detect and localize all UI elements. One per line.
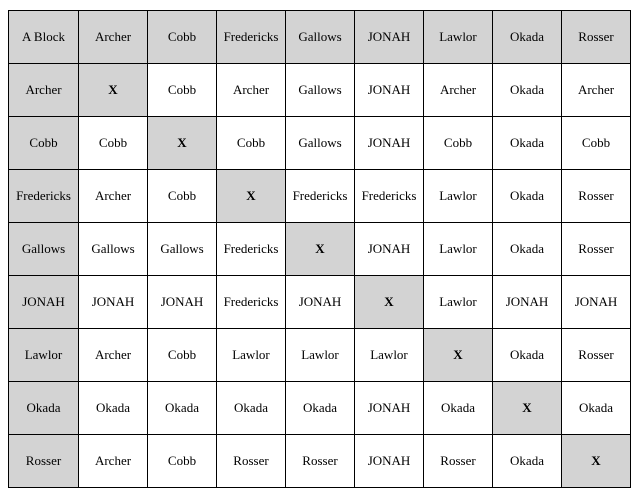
diagonal-x-cell: X [493, 382, 562, 435]
result-cell: Lawlor [355, 329, 424, 382]
row-header-cell: Lawlor [9, 329, 79, 382]
result-cell: Cobb [562, 117, 631, 170]
result-cell: Okada [286, 382, 355, 435]
result-cell: Archer [424, 64, 493, 117]
result-cell: JONAH [79, 276, 148, 329]
result-cell: JONAH [286, 276, 355, 329]
result-cell: Gallows [286, 117, 355, 170]
result-cell: Archer [79, 170, 148, 223]
table-row [9, 382, 631, 435]
table-row [9, 64, 631, 117]
table-row [9, 117, 631, 170]
result-cell: Okada [493, 223, 562, 276]
result-cell: Fredericks [355, 170, 424, 223]
result-cell: Lawlor [424, 170, 493, 223]
table-row [9, 223, 631, 276]
result-cell: Okada [562, 382, 631, 435]
diagonal-x-cell: X [217, 170, 286, 223]
result-cell: Cobb [217, 117, 286, 170]
result-cell: Lawlor [286, 329, 355, 382]
result-cell: Okada [148, 382, 217, 435]
corner-header-cell: A Block [9, 11, 79, 64]
result-cell: Gallows [79, 223, 148, 276]
result-cell: Archer [79, 329, 148, 382]
result-cell: Rosser [562, 329, 631, 382]
diagonal-x-cell: X [79, 64, 148, 117]
result-cell: Lawlor [424, 223, 493, 276]
result-cell: Cobb [148, 170, 217, 223]
column-header-cell: Fredericks [217, 11, 286, 64]
diagonal-x-cell: X [148, 117, 217, 170]
diagonal-x-cell: X [355, 276, 424, 329]
result-cell: Cobb [424, 117, 493, 170]
result-cell: Cobb [79, 117, 148, 170]
result-cell: Cobb [148, 435, 217, 488]
result-cell: Fredericks [286, 170, 355, 223]
result-cell: Gallows [286, 64, 355, 117]
column-header-cell: Gallows [286, 11, 355, 64]
result-cell: Okada [493, 117, 562, 170]
diagonal-x-cell: X [562, 435, 631, 488]
diagonal-x-cell: X [286, 223, 355, 276]
row-header-cell: Fredericks [9, 170, 79, 223]
result-cell: JONAH [148, 276, 217, 329]
result-cell: Okada [424, 382, 493, 435]
result-cell: Rosser [562, 223, 631, 276]
result-cell: Cobb [148, 329, 217, 382]
result-cell: Okada [493, 170, 562, 223]
result-cell: JONAH [355, 382, 424, 435]
table-row [9, 276, 631, 329]
results-matrix-table [8, 10, 631, 488]
column-header-cell: JONAH [355, 11, 424, 64]
result-cell: Archer [562, 64, 631, 117]
result-cell: JONAH [355, 223, 424, 276]
result-cell: Okada [493, 64, 562, 117]
result-cell: JONAH [493, 276, 562, 329]
row-header-cell: JONAH [9, 276, 79, 329]
header-row [9, 11, 631, 64]
column-header-cell: Rosser [562, 11, 631, 64]
result-cell: JONAH [355, 435, 424, 488]
result-cell: Gallows [148, 223, 217, 276]
result-cell: Rosser [286, 435, 355, 488]
result-cell: Rosser [424, 435, 493, 488]
result-cell: JONAH [355, 64, 424, 117]
result-cell: Rosser [217, 435, 286, 488]
row-header-cell: Gallows [9, 223, 79, 276]
results-matrix-body [9, 11, 631, 488]
row-header-cell: Cobb [9, 117, 79, 170]
result-cell: Okada [493, 329, 562, 382]
results-grid-container [8, 10, 631, 488]
result-cell: Lawlor [424, 276, 493, 329]
table-row [9, 170, 631, 223]
result-cell: Okada [79, 382, 148, 435]
result-cell: JONAH [562, 276, 631, 329]
column-header-cell: Cobb [148, 11, 217, 64]
result-cell: Cobb [148, 64, 217, 117]
column-header-cell: Archer [79, 11, 148, 64]
diagonal-x-cell: X [424, 329, 493, 382]
row-header-cell: Archer [9, 64, 79, 117]
result-cell: Archer [79, 435, 148, 488]
row-header-cell: Rosser [9, 435, 79, 488]
result-cell: Okada [217, 382, 286, 435]
result-cell: Fredericks [217, 223, 286, 276]
result-cell: Okada [493, 435, 562, 488]
table-row [9, 435, 631, 488]
table-row [9, 329, 631, 382]
result-cell: Lawlor [217, 329, 286, 382]
row-header-cell: Okada [9, 382, 79, 435]
result-cell: Fredericks [217, 276, 286, 329]
result-cell: JONAH [355, 117, 424, 170]
result-cell: Rosser [562, 170, 631, 223]
column-header-cell: Lawlor [424, 11, 493, 64]
column-header-cell: Okada [493, 11, 562, 64]
result-cell: Archer [217, 64, 286, 117]
